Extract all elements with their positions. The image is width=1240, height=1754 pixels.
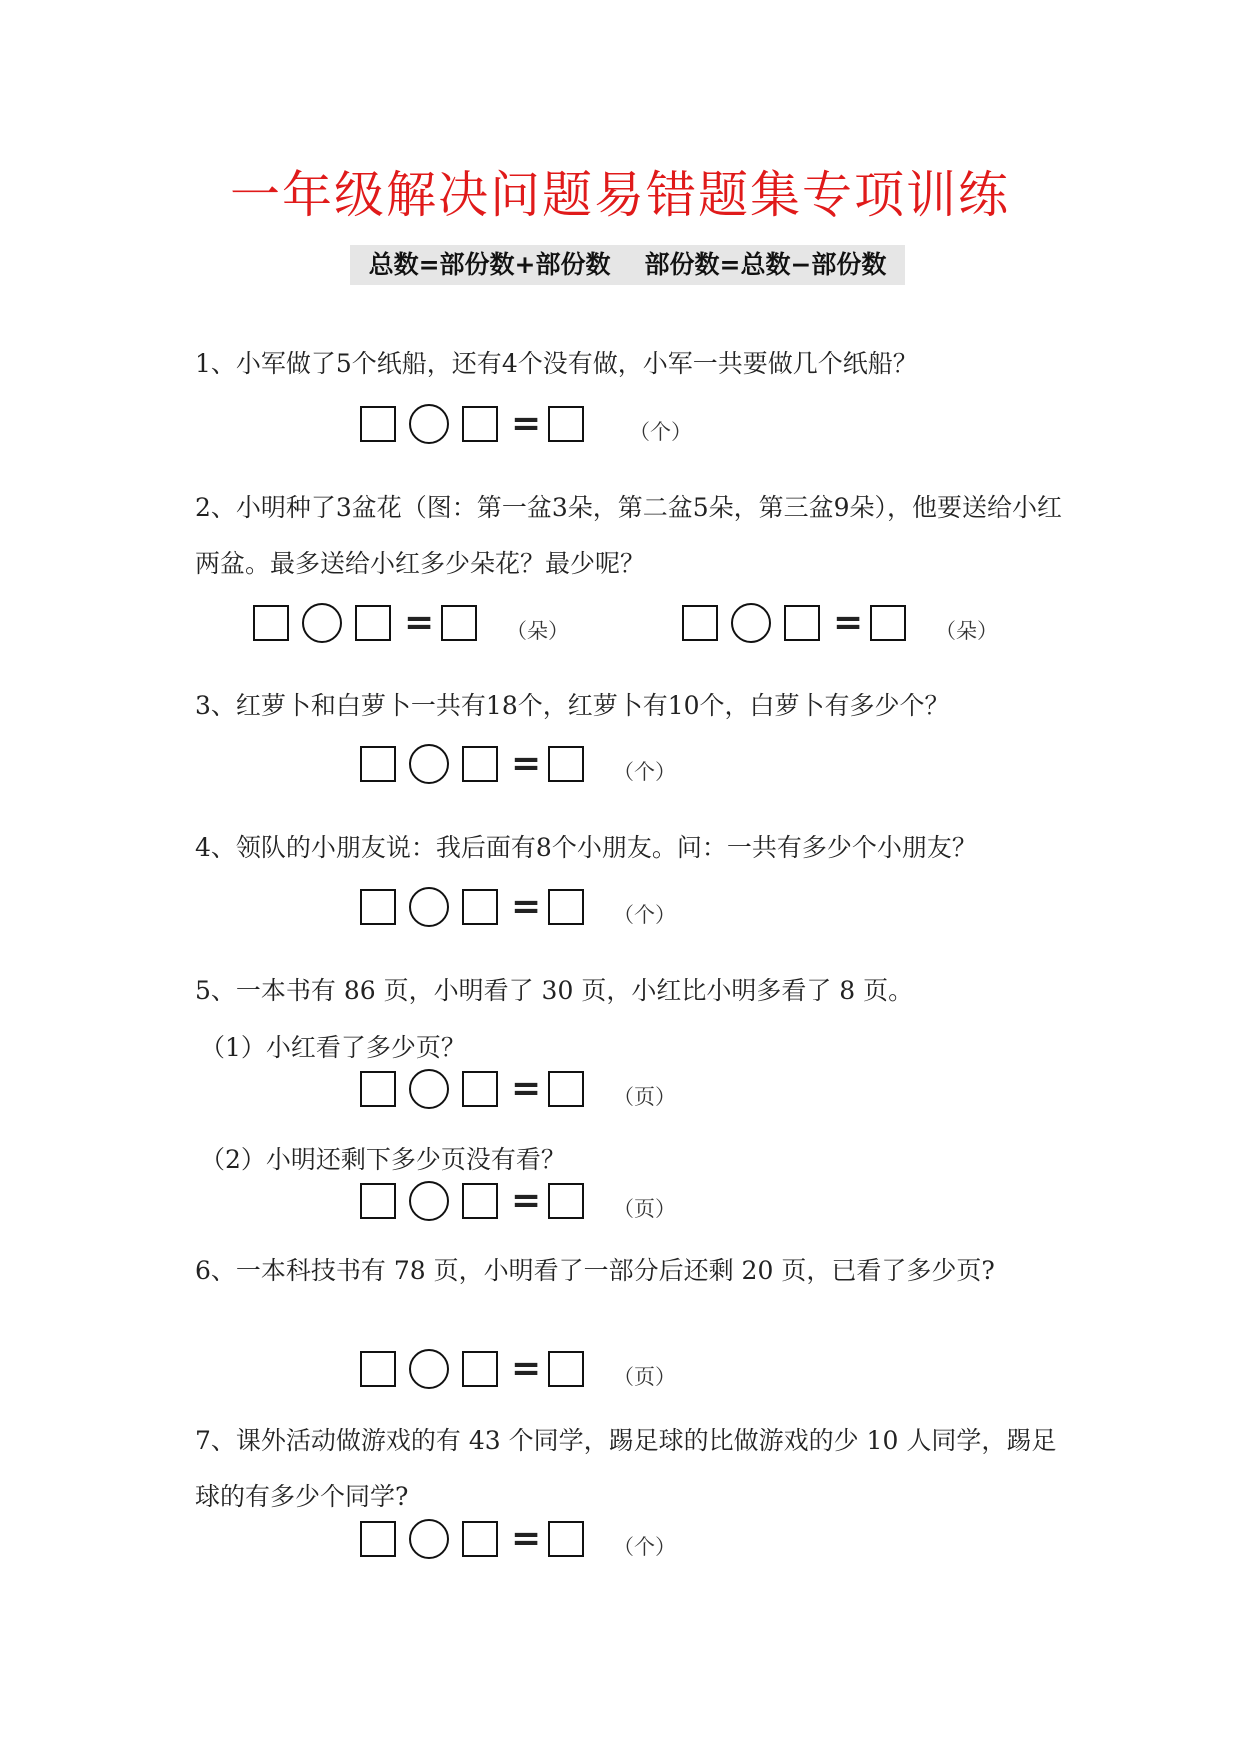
question-3-equation <box>360 740 676 788</box>
answer-box[interactable] <box>462 1071 498 1107</box>
formula-banner <box>350 245 905 285</box>
operator-circle[interactable] <box>409 1349 449 1389</box>
answer-box[interactable] <box>360 406 396 442</box>
result-box[interactable] <box>870 605 906 641</box>
page-title: 一年级解决问题易错题集专项训练 <box>230 166 1010 224</box>
equals-sign: = <box>511 403 542 444</box>
answer-box[interactable] <box>682 605 718 641</box>
answer-box[interactable] <box>462 406 498 442</box>
answer-box[interactable] <box>253 605 289 641</box>
question-2-equation-min <box>682 599 998 647</box>
operator-circle[interactable] <box>302 603 342 643</box>
result-box[interactable] <box>548 746 584 782</box>
question-4-text: 4、领队的小朋友说：我后面有8个小朋友。问：一共有多少个小朋友？ <box>195 833 977 862</box>
question-1-text: 1、小军做了5个纸船，还有4个没有做，小军一共要做几个纸船？ <box>195 349 918 378</box>
operator-circle[interactable] <box>409 744 449 784</box>
answer-box[interactable] <box>360 1183 396 1219</box>
unit-label: （个） <box>613 1535 676 1559</box>
result-box[interactable] <box>441 605 477 641</box>
answer-box[interactable] <box>355 605 391 641</box>
unit-label: （页） <box>613 1085 676 1109</box>
question-2-equation-max <box>253 599 569 647</box>
answer-box[interactable] <box>360 1521 396 1557</box>
unit-label: （页） <box>613 1197 676 1221</box>
answer-box[interactable] <box>360 746 396 782</box>
answer-box[interactable] <box>462 1521 498 1557</box>
answer-box[interactable] <box>360 889 396 925</box>
unit-label: （朵） <box>935 619 998 643</box>
unit-label: （页） <box>613 1365 676 1389</box>
operator-circle[interactable] <box>731 603 771 643</box>
unit-label: （个） <box>629 420 692 444</box>
question-5-text: 5、一本书有 86 页，小明看了 30 页，小红比小明多看了 8 页。 <box>195 976 914 1005</box>
question-6-text: 6、一本科技书有 78 页，小明看了一部分后还剩 20 页，已看了多少页? <box>195 1256 995 1285</box>
equals-sign: = <box>511 1068 542 1109</box>
operator-circle[interactable] <box>409 1181 449 1221</box>
result-box[interactable] <box>548 1183 584 1219</box>
answer-box[interactable] <box>462 1351 498 1387</box>
answer-box[interactable] <box>462 889 498 925</box>
operator-circle[interactable] <box>409 1519 449 1559</box>
question-5-part-2-equation <box>360 1177 676 1225</box>
question-7-text: 7、课外活动做游戏的有 43 个同学，踢足球的比做游戏的少 10 人同学，踢足球的有多少个同学? <box>195 1426 1057 1511</box>
formula-part: 部份数=总数−部份数 <box>644 250 887 279</box>
unit-label: （朵） <box>506 619 569 643</box>
answer-box[interactable] <box>462 1183 498 1219</box>
equals-sign: = <box>833 602 864 643</box>
equals-sign: = <box>511 886 542 927</box>
answer-box[interactable] <box>360 1071 396 1107</box>
answer-box[interactable] <box>462 746 498 782</box>
equals-sign: = <box>511 743 542 784</box>
question-2-text: 2、小明种了3盆花（图：第一盆3朵，第二盆5朵，第三盆9朵），他要送给小红两盆。最多送给小红多少朵花？最少呢？ <box>195 493 1063 578</box>
question-4-equation <box>360 883 676 931</box>
question-3-text: 3、红萝卜和白萝卜一共有18个，红萝卜有10个，白萝卜有多少个？ <box>195 691 950 720</box>
equals-sign: = <box>511 1518 542 1559</box>
unit-label: （个） <box>613 760 676 784</box>
result-box[interactable] <box>548 889 584 925</box>
result-box[interactable] <box>548 1521 584 1557</box>
result-box[interactable] <box>548 406 584 442</box>
answer-box[interactable] <box>360 1351 396 1387</box>
result-box[interactable] <box>548 1351 584 1387</box>
equals-sign: = <box>404 602 435 643</box>
result-box[interactable] <box>548 1071 584 1107</box>
operator-circle[interactable] <box>409 1069 449 1109</box>
question-5-part-2-text: （2）小明还剩下多少页没有看？ <box>200 1145 566 1174</box>
question-5-part-1-text: （1）小红看了多少页？ <box>200 1033 466 1062</box>
question-6-equation <box>360 1345 676 1393</box>
equals-sign: = <box>511 1180 542 1221</box>
operator-circle[interactable] <box>409 404 449 444</box>
formula-total: 总数=部份数+部份数 <box>368 250 611 279</box>
unit-label: （个） <box>613 903 676 927</box>
answer-box[interactable] <box>784 605 820 641</box>
operator-circle[interactable] <box>409 887 449 927</box>
question-1-equation <box>360 400 692 448</box>
equals-sign: = <box>511 1348 542 1389</box>
question-7-equation <box>360 1515 676 1563</box>
question-5-part-1-equation <box>360 1065 676 1113</box>
